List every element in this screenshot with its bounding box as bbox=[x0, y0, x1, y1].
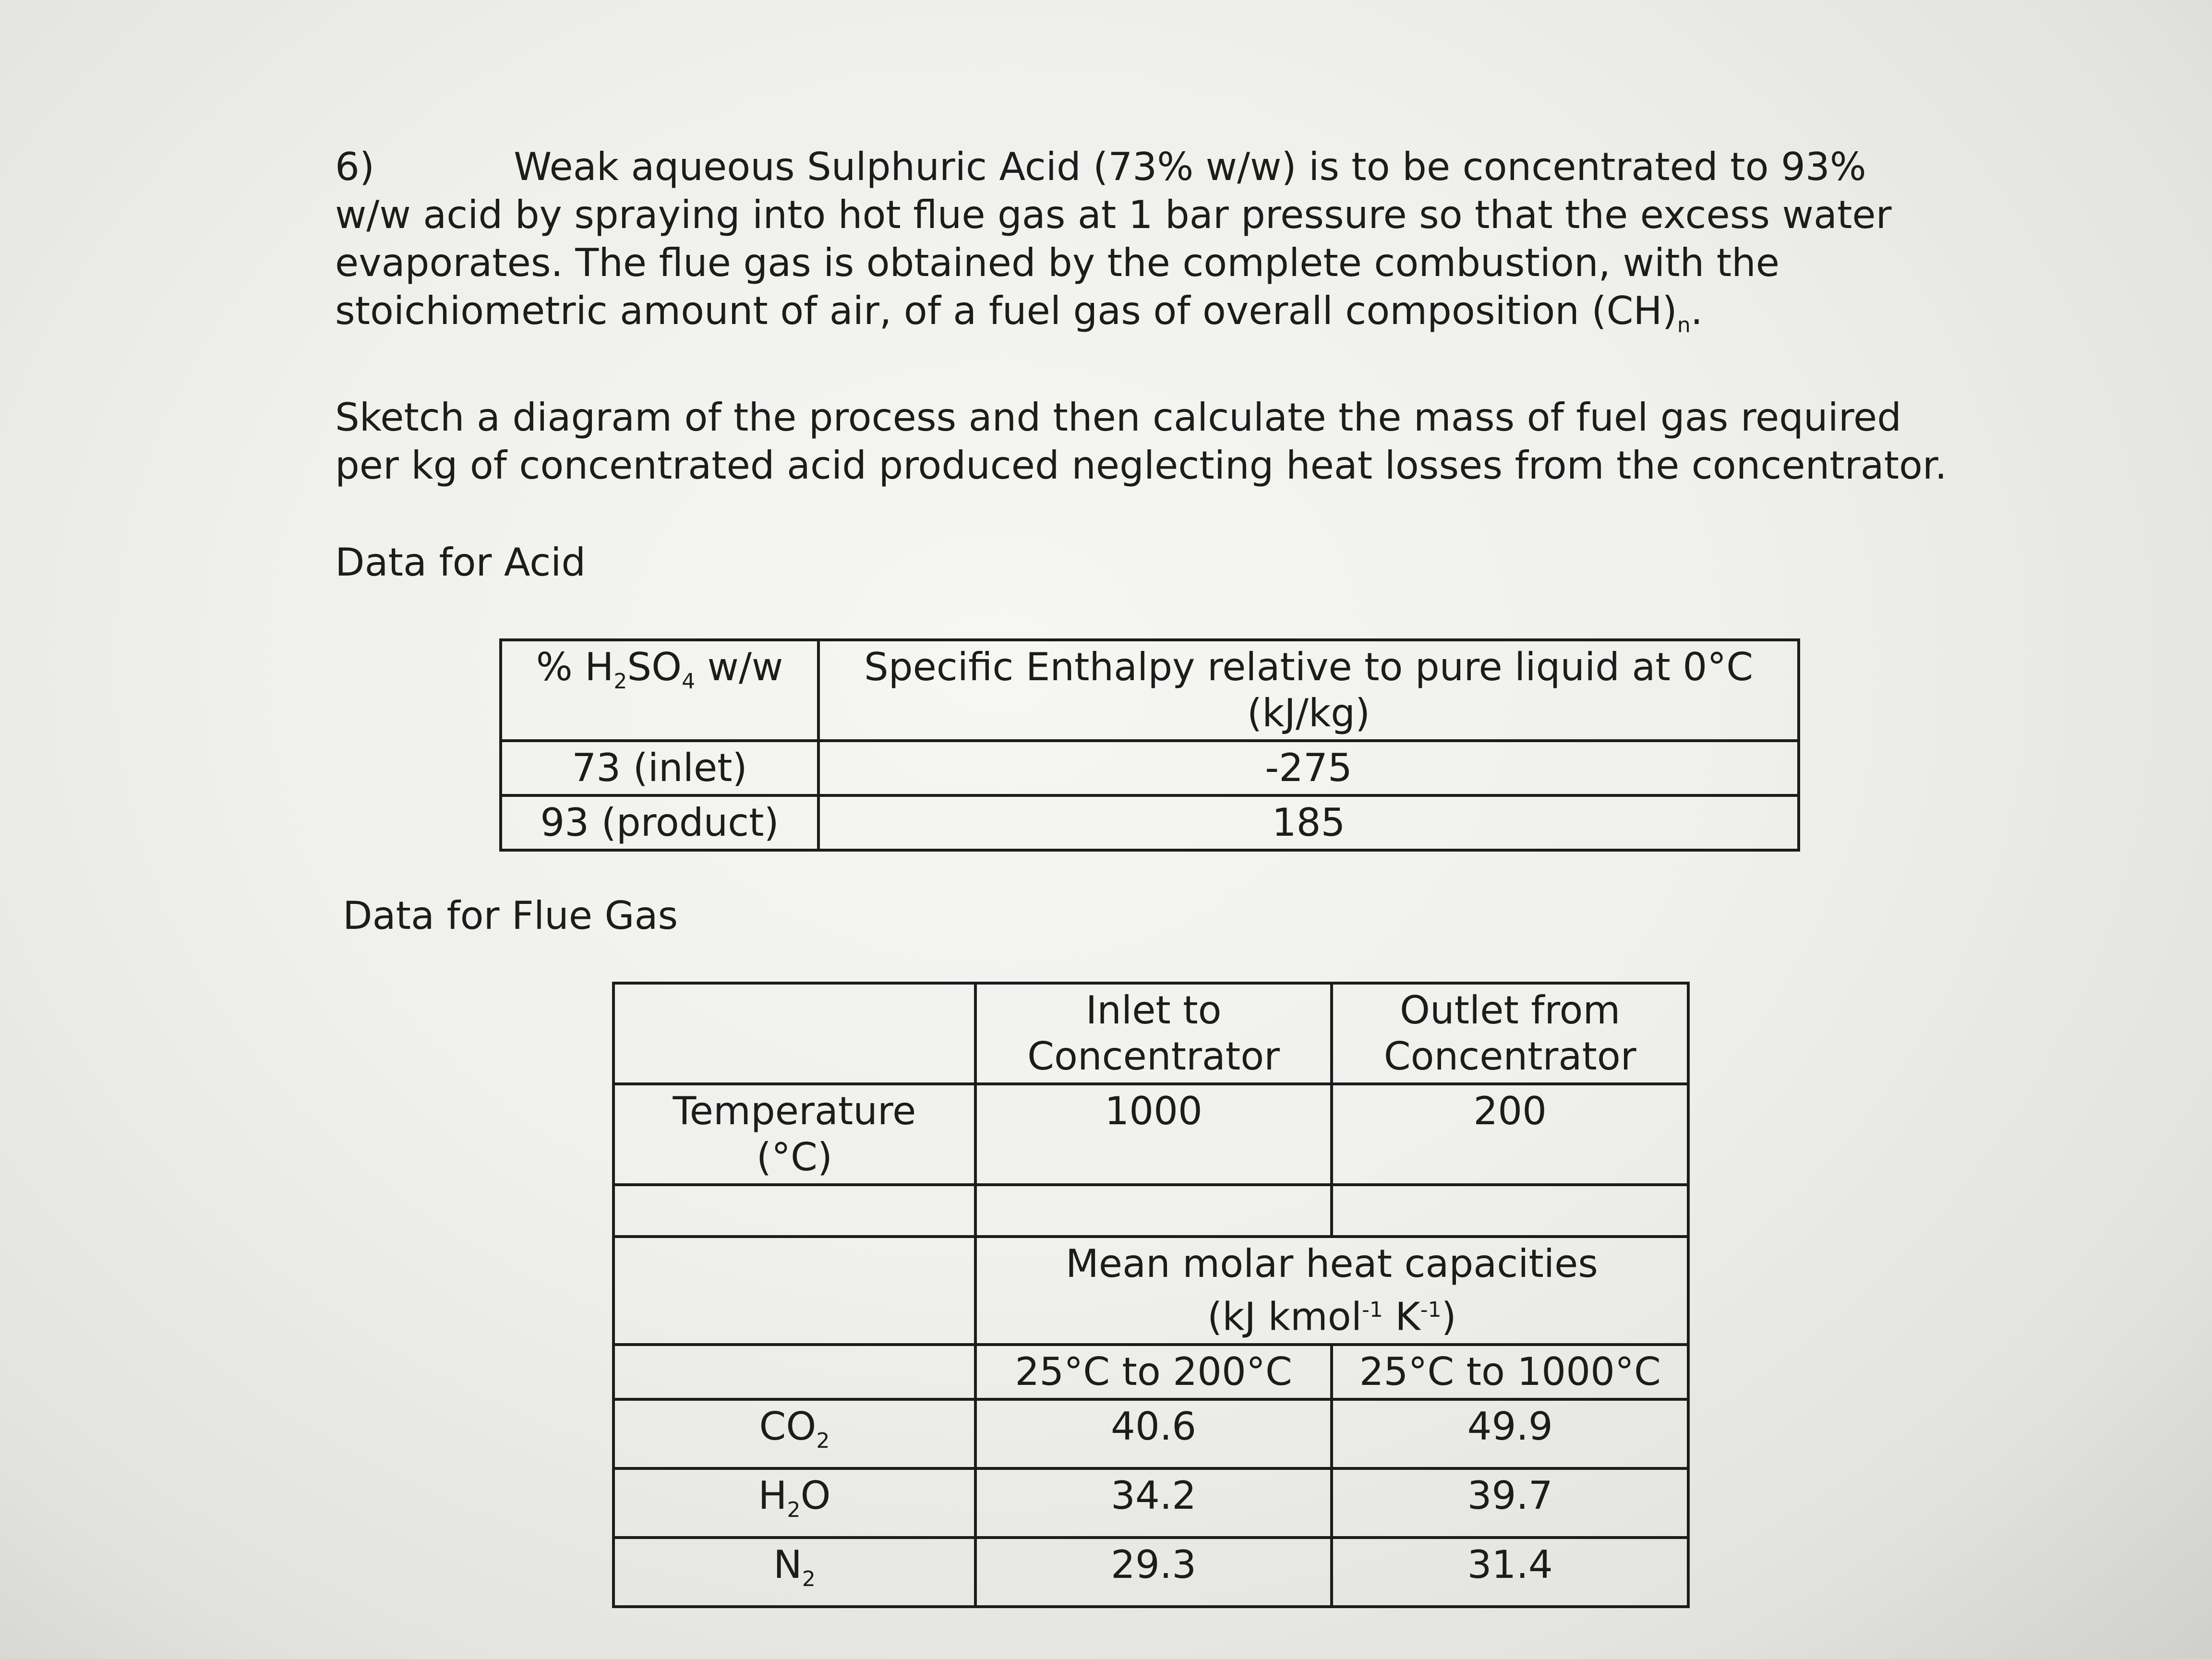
inlet-header: Inlet to Concentrator bbox=[975, 983, 1332, 1084]
gas-symbol: $H_2O$ bbox=[613, 1468, 975, 1538]
acid-row-label: 73 (inlet) bbox=[501, 741, 818, 795]
heat-capacity-header-row bbox=[613, 1237, 1688, 1345]
question-number: 6) bbox=[335, 144, 375, 189]
acid-row-value: 185 bbox=[818, 795, 1799, 850]
acid-header-row bbox=[501, 640, 1799, 741]
temperature-inlet: 1000 bbox=[975, 1084, 1332, 1185]
flue-data-heading: Data for Flue Gas bbox=[343, 893, 678, 938]
empty-cell bbox=[613, 1345, 975, 1399]
range-low: 25°C to 200°C bbox=[975, 1345, 1332, 1399]
flue-header-row bbox=[613, 983, 1688, 1084]
acid-row-label: 93 (product) bbox=[501, 795, 818, 850]
acid-data-table bbox=[499, 638, 1800, 852]
question-text-end: . bbox=[1690, 289, 1703, 333]
gas-low-value: 29.3 bbox=[975, 1538, 1332, 1607]
gas-symbol: $CO_2$ bbox=[613, 1399, 975, 1468]
blank-row bbox=[613, 1185, 1688, 1237]
outlet-header: Outlet from Concentrator bbox=[1332, 983, 1688, 1084]
question-text: Weak aqueous Sulphuric Acid (73% w/w) is to be concentrated to 93% w/w acid by spraying into hot flue gas at 1 bar pressure so that the excess water evaporates. The flue gas is obtained by the complete combustion, with the stoichiometric amount of air, of a fuel gas of overall composition (CH) bbox=[335, 144, 1892, 333]
table-row bbox=[501, 795, 1799, 850]
temperature-range-row bbox=[613, 1345, 1688, 1399]
acid-data-heading: Data for Acid bbox=[335, 540, 586, 585]
gas-high-value: 49.9 bbox=[1332, 1399, 1688, 1468]
temperature-row bbox=[613, 1084, 1688, 1185]
temperature-label: Temperature (°C) bbox=[613, 1084, 975, 1185]
temperature-outlet: 200 bbox=[1332, 1084, 1688, 1185]
heat-capacity-title: Mean molar heat capacities (kJ kmol$^{-1}$ $K^{-1}$) bbox=[975, 1237, 1688, 1345]
gas-high-value: 31.4 bbox=[1332, 1538, 1688, 1607]
question-task: Sketch a diagram of the process and then calculate the mass of fuel gas required per kg of concentrated acid produced neglecting heat losses from the concentrator. bbox=[335, 395, 1947, 488]
gas-low-value: 34.2 bbox=[975, 1468, 1332, 1538]
gas-high-value: 39.7 bbox=[1332, 1468, 1688, 1538]
table-row bbox=[613, 1538, 1688, 1607]
flue-gas-table bbox=[612, 982, 1690, 1608]
gas-low-value: 40.6 bbox=[975, 1399, 1332, 1468]
range-high: 25°C to 1000°C bbox=[1332, 1345, 1688, 1399]
question-paragraph bbox=[335, 143, 1948, 349]
table-row bbox=[613, 1468, 1688, 1538]
gas-symbol: $N_2$ bbox=[613, 1538, 975, 1607]
acid-col2-header: Specific Enthalpy relative to pure liquid at 0°C (kJ/kg) bbox=[818, 640, 1799, 741]
empty-cell bbox=[613, 1237, 975, 1345]
table-row bbox=[613, 1399, 1688, 1468]
acid-col1-header: % $H_2SO_4$ w/w bbox=[501, 640, 818, 741]
question-subscript: n bbox=[1677, 313, 1691, 337]
acid-row-value: -275 bbox=[818, 741, 1799, 795]
empty-cell bbox=[613, 983, 975, 1084]
table-row bbox=[501, 741, 1799, 795]
